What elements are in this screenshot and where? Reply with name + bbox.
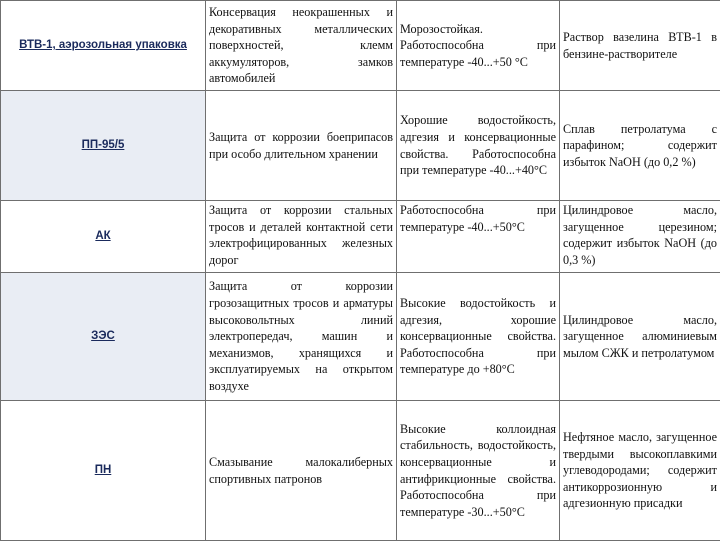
- lubricant-composition: Цилиндровое масло, загущенное алюминиевым мылом СЖК и петролатумом: [560, 273, 720, 401]
- lubricant-name: ПП-95/5: [1, 91, 206, 201]
- lubricant-purpose: Консервация неокрашенных и декоративных металлических поверхностей, клемм аккумуляторов, замков автомобилей: [206, 1, 397, 91]
- table-row: [1, 201, 720, 273]
- lubricant-purpose: Смазывание малокалиберных спортивных патронов: [206, 401, 397, 541]
- lubricant-composition: Сплав петролатума с парафином; содержит избыток NaOH (до 0,2 %): [560, 91, 720, 201]
- lubricant-name: ВТВ-1, аэрозольная упаковка: [1, 1, 206, 91]
- lubricant-purpose: Защита от коррозии грозозащитных тросов и арматуры высоковольтных линий электропередач, машин и механизмов, хранящихся и эксплуатируемых на открытом воздухе: [206, 273, 397, 401]
- lubricant-name: ЗЭС: [1, 273, 206, 401]
- lubricant-properties: Высокие водостойкость и адгезия, хорошие консервационные свойства. Работоспособна при температуре до +80°С: [397, 273, 560, 401]
- lubricant-properties: Высокие коллоидная стабильность, водостойкость, консервационные и антифрикционные свойства. Работоспособна при температуре -30...+50°С: [397, 401, 560, 541]
- lubricant-properties: Работоспособна при температуре -40...+50°С: [397, 201, 560, 273]
- lubricant-purpose: Защита от коррозии стальных тросов и деталей контактной сети электрофицированных железных дорог: [206, 201, 397, 273]
- lubricant-name: АК: [1, 201, 206, 273]
- lubricant-composition: Нефтяное масло, загущенное твердыми высокоплавкими углеводородами; содержит антикоррозионную и адгезионную присадки: [560, 401, 720, 541]
- lubricant-properties: Морозостойкая. Работоспособна при температуре -40...+50 °С: [397, 1, 560, 91]
- lubricant-name: ПН: [1, 401, 206, 541]
- table-row: [1, 401, 720, 541]
- lubricant-properties: Хорошие водостойкость, адгезия и консервационные свойства. Работоспособна при температуре -40...+40°С: [397, 91, 560, 201]
- table-row: [1, 1, 720, 91]
- table-row: [1, 273, 720, 401]
- lubricant-purpose: Защита от коррозии боеприпасов при особо длительном хранении: [206, 91, 397, 201]
- lubricant-composition: Раствор вазелина ВТВ-1 в бензине-растворителе: [560, 1, 720, 91]
- lubricant-composition: Цилиндровое масло, загущенное церезином; содержит избыток NaOH (до 0,3 %): [560, 201, 720, 273]
- table-row: [1, 91, 720, 201]
